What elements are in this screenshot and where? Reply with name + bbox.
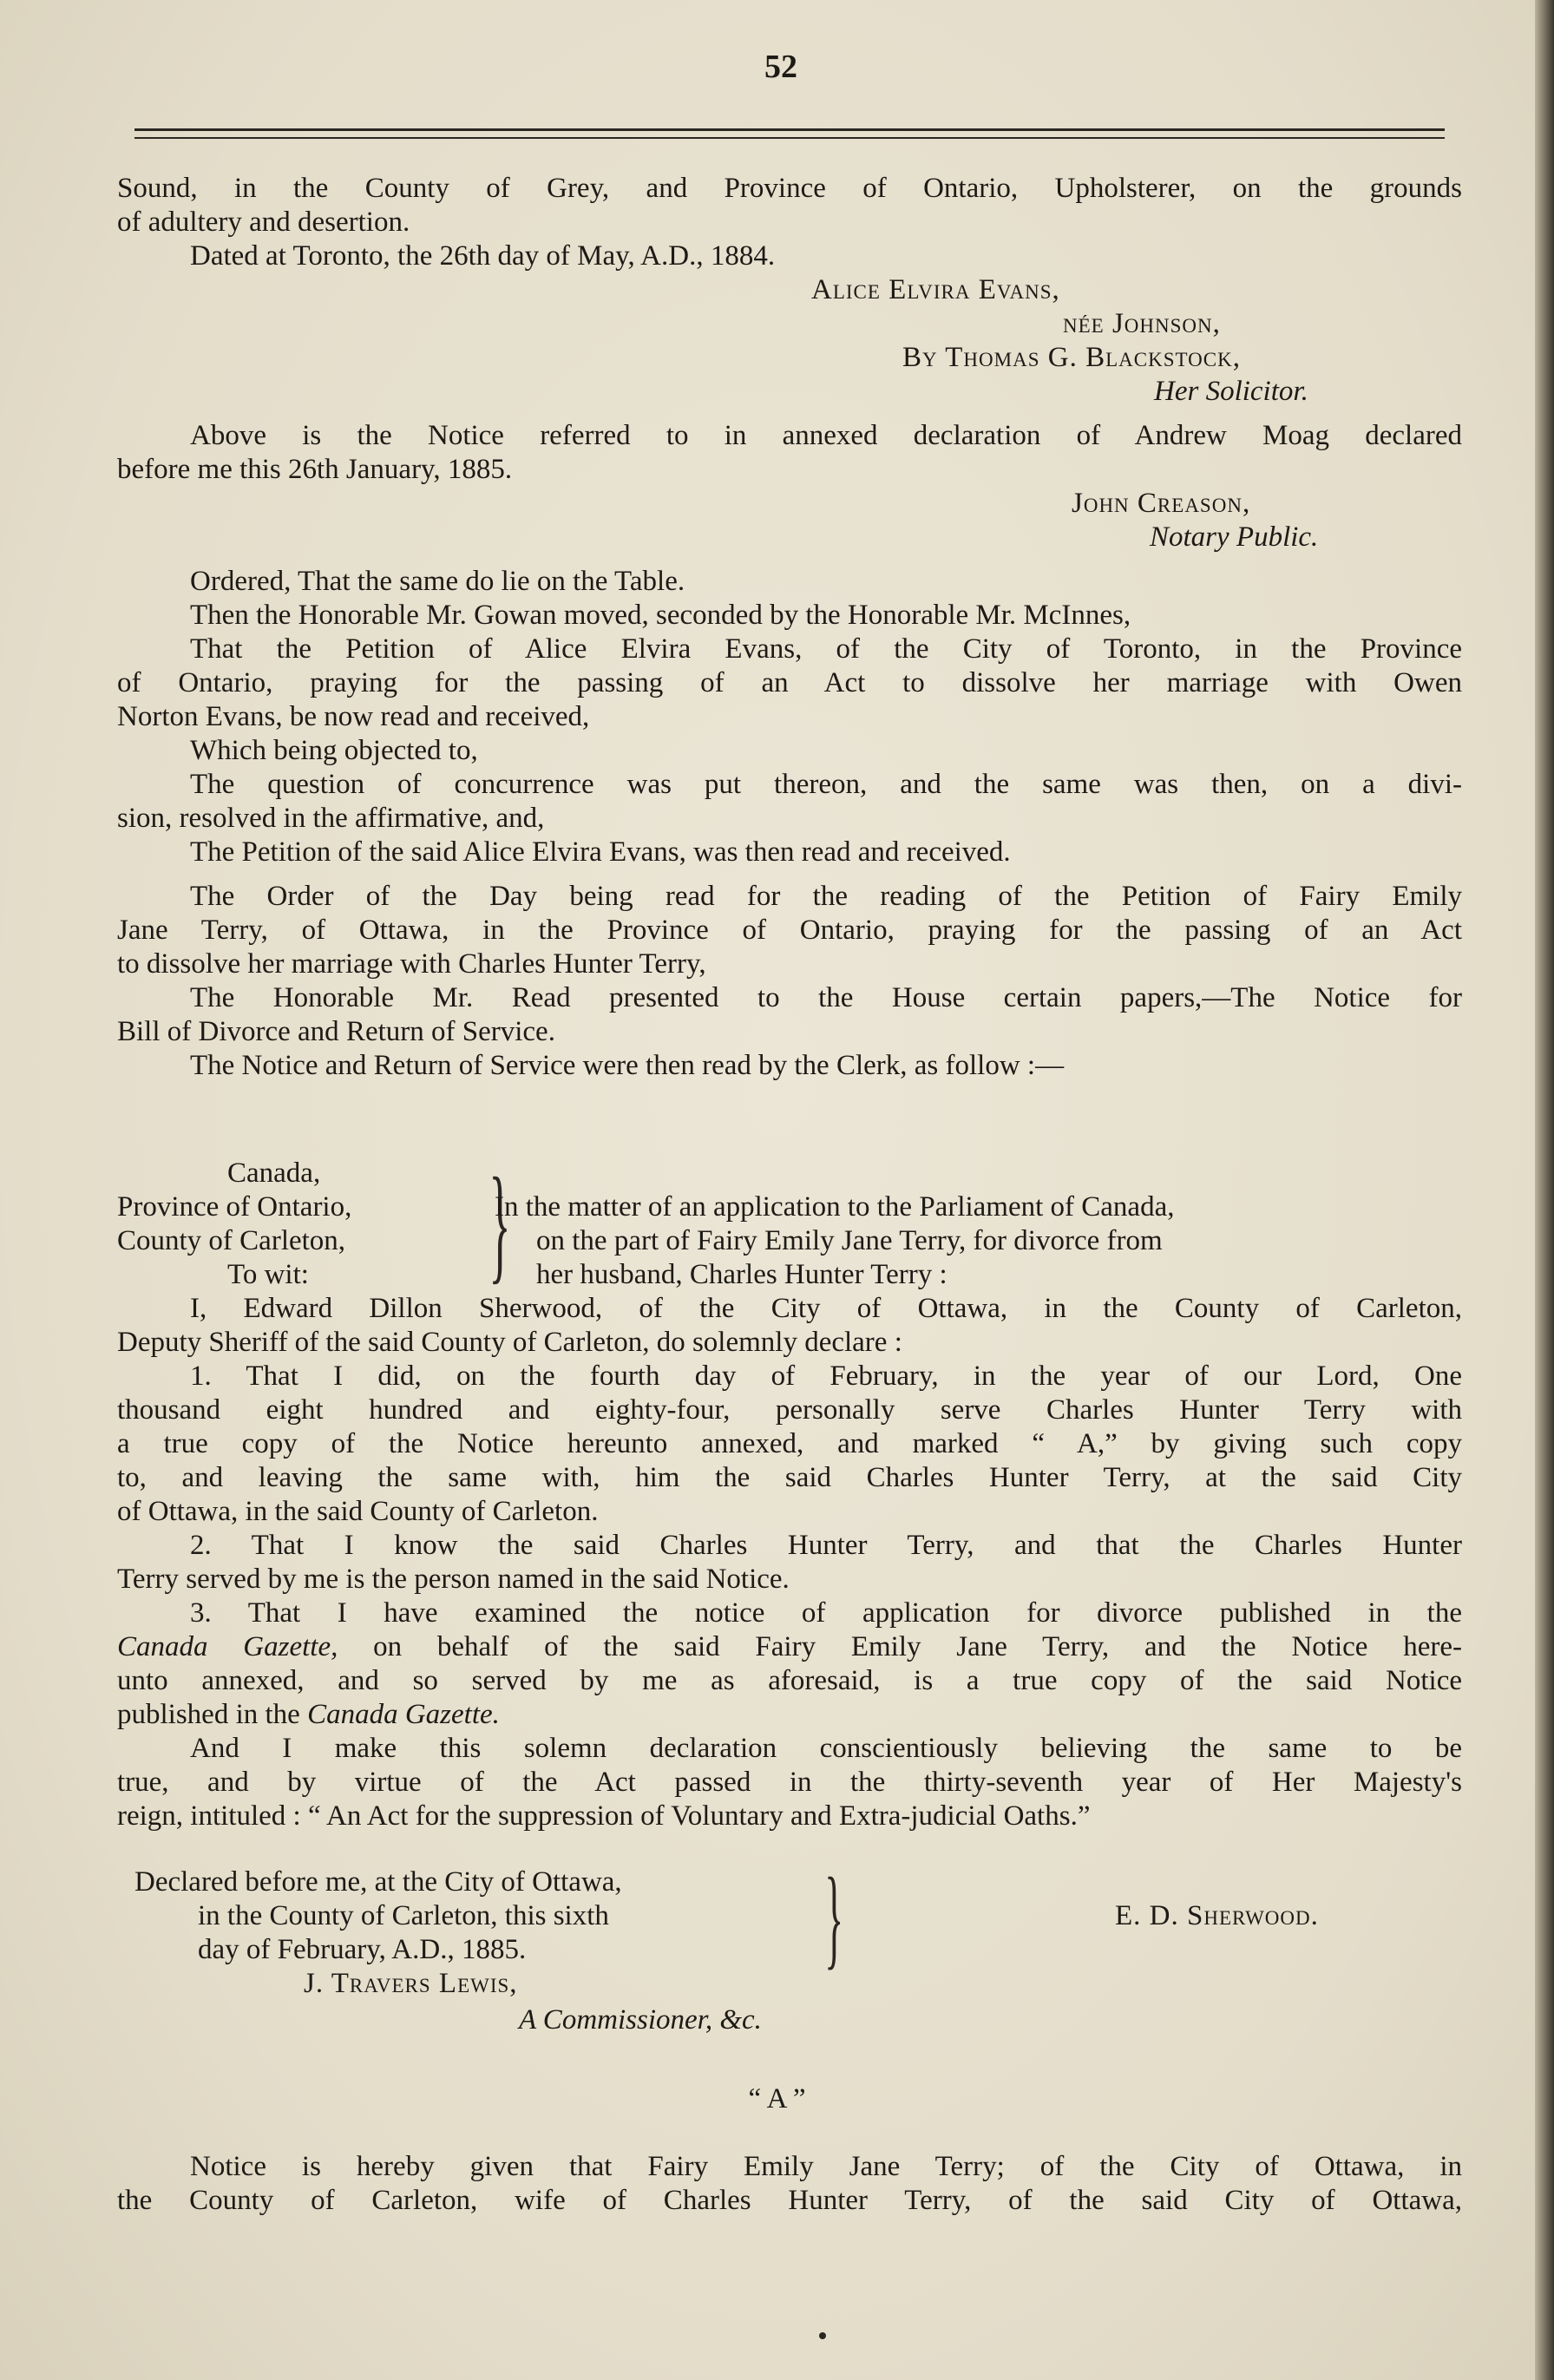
text-line: Above is the Notice referred to in annexed declaration of Andrew Moag declared bbox=[190, 420, 1462, 451]
text-line: of adultery and desertion. bbox=[117, 207, 410, 238]
venue-to-wit: To wit: bbox=[227, 1259, 309, 1290]
text-line: unto annexed, and so served by me as aforesaid, is a true copy of the said Notice bbox=[117, 1665, 1462, 1696]
signatory-nee: née Johnson, bbox=[1063, 308, 1221, 339]
text-line: I, Edward Dillon Sherwood, of the City of Ottawa, in the County of Carleton, bbox=[190, 1293, 1462, 1324]
text-line: The Honorable Mr. Read presented to the House certain papers,—The Notice for bbox=[190, 982, 1462, 1013]
venue-province: Province of Ontario, bbox=[117, 1191, 352, 1223]
venue-brace: } bbox=[488, 1151, 511, 1295]
venue-county: County of Carleton, bbox=[117, 1225, 346, 1256]
header-rule-thin bbox=[134, 137, 1445, 139]
text-line: of Ontario, praying for the passing of an Act to dissolve her marriage with Owen bbox=[117, 667, 1462, 698]
exhibit-heading: “ A ” bbox=[748, 2083, 806, 2114]
matter-line-3: her husband, Charles Hunter Terry : bbox=[536, 1259, 947, 1290]
text-line: Sound, in the County of Grey, and Province of Ontario, Upholsterer, on the grounds bbox=[117, 173, 1462, 204]
text-line: Then the Honorable Mr. Gowan moved, seconded by the Honorable Mr. McInnes, bbox=[190, 600, 1131, 631]
declared-line-3: day of February, A.D., 1885. bbox=[198, 1934, 527, 1965]
binding-edge bbox=[1535, 0, 1554, 2380]
page-number: 52 bbox=[764, 49, 797, 85]
text-line: 2. That I know the said Charles Hunter Terry, and that the Charles Hunter bbox=[190, 1530, 1462, 1561]
text-line: And I make this solemn declaration conscientiously believing the same to be bbox=[190, 1733, 1462, 1764]
text-line: The Petition of the said Alice Elvira Evans, was then read and received. bbox=[190, 836, 1011, 868]
text-line: 3. That I have examined the notice of application for divorce published in the bbox=[190, 1597, 1462, 1629]
text-line: reign, intituled : “ An Act for the suppression of Voluntary and Extra-judicial Oaths.” bbox=[117, 1800, 1091, 1832]
text-line: 1. That I did, on the fourth day of February, in the year of our Lord, One bbox=[190, 1360, 1462, 1392]
text-line: The Order of the Day being read for the reading of the Petition of Fairy Emily bbox=[190, 881, 1462, 912]
text-block-declaration bbox=[117, 1292, 1462, 1833]
text-line: Ordered, That the same do lie on the Table. bbox=[190, 566, 685, 597]
declared-line-2: in the County of Carleton, this sixth bbox=[198, 1900, 609, 1931]
text-line: thousand eight hundred and eighty-four, personally serve Charles Hunter Terry with bbox=[117, 1394, 1462, 1426]
text-line: That the Petition of Alice Elvira Evans, of the City of Toronto, in the Province bbox=[190, 633, 1462, 665]
solicitor-role: Her Solicitor. bbox=[1154, 376, 1308, 407]
commissioner-role: A Commissioner, &c. bbox=[519, 2004, 762, 2036]
text-line: Terry served by me is the person named in the said Notice. bbox=[117, 1564, 790, 1595]
text-line: The Notice and Return of Service were then read by the Clerk, as follow :— bbox=[190, 1050, 1065, 1081]
text-line bbox=[117, 1698, 1462, 1732]
text-line: true, and by virtue of the Act passed in the thirty-seventh year of Her Majesty's bbox=[117, 1767, 1462, 1798]
text-line: before me this 26th January, 1885. bbox=[117, 454, 513, 485]
header-rule bbox=[134, 128, 1445, 131]
text-line: Norton Evans, be now read and received, bbox=[117, 701, 590, 732]
venue-canada: Canada, bbox=[227, 1157, 321, 1189]
text-block-top bbox=[117, 172, 1462, 1083]
text-line bbox=[117, 1630, 1462, 1664]
text-line: the County of Carleton, wife of Charles Hunter Terry, of the said City of Ottawa, bbox=[117, 2185, 1462, 2216]
text-span: published in the bbox=[117, 1699, 308, 1730]
matter-line-1: In the matter of an application to the Parliament of Canada, bbox=[495, 1191, 1175, 1223]
notary-role: Notary Public. bbox=[1150, 521, 1319, 553]
text-line: Notice is hereby given that Fairy Emily Jane Terry; of the City of Ottawa, in bbox=[190, 2151, 1462, 2182]
declarant-signature: E. D. Sherwood. bbox=[1115, 1900, 1319, 1931]
text-line: a true copy of the Notice hereunto annexed, and marked “ A,” by giving such copy bbox=[117, 1428, 1462, 1459]
text-line: Which being objected to, bbox=[190, 735, 478, 766]
text-span: on behalf of the said Fairy Emily Jane Terry, and the Notice here- bbox=[338, 1631, 1462, 1662]
text-line: Dated at Toronto, the 26th day of May, A.D., 1884. bbox=[190, 240, 776, 272]
solicitor-name: By Thomas G. Blackstock, bbox=[902, 342, 1241, 373]
text-line: Bill of Divorce and Return of Service. bbox=[117, 1016, 555, 1047]
gazette-title: Canada Gazette. bbox=[307, 1699, 500, 1730]
matter-line-2: on the part of Fairy Emily Jane Terry, for divorce from bbox=[536, 1225, 1163, 1256]
gazette-title: Canada Gazette, bbox=[117, 1631, 338, 1662]
text-line: sion, resolved in the affirmative, and, bbox=[117, 803, 545, 834]
text-line: Deputy Sheriff of the said County of Carleton, do solemnly declare : bbox=[117, 1327, 902, 1358]
text-line: The question of concurrence was put thereon, and the same was then, on a divi- bbox=[190, 769, 1462, 800]
text-line: to, and leaving the same with, him the said Charles Hunter Terry, at the said City bbox=[117, 1462, 1462, 1493]
commissioner-name: J. Travers Lewis, bbox=[304, 1968, 518, 1999]
declared-brace: } bbox=[824, 1855, 844, 1980]
text-line: of Ottawa, in the said County of Carleton. bbox=[117, 1496, 599, 1527]
signatory-name: Alice Elvira Evans, bbox=[811, 274, 1060, 305]
declared-line-1: Declared before me, at the City of Ottawa, bbox=[134, 1866, 622, 1898]
text-line: Jane Terry, of Ottawa, in the Province of Ontario, praying for the passing of an Act bbox=[117, 915, 1462, 946]
text-line: to dissolve her marriage with Charles Hunter Terry, bbox=[117, 948, 706, 980]
text-block-notice bbox=[117, 2150, 1462, 2218]
notary-name: John Creason, bbox=[1072, 488, 1251, 519]
page-mark bbox=[819, 2332, 826, 2339]
